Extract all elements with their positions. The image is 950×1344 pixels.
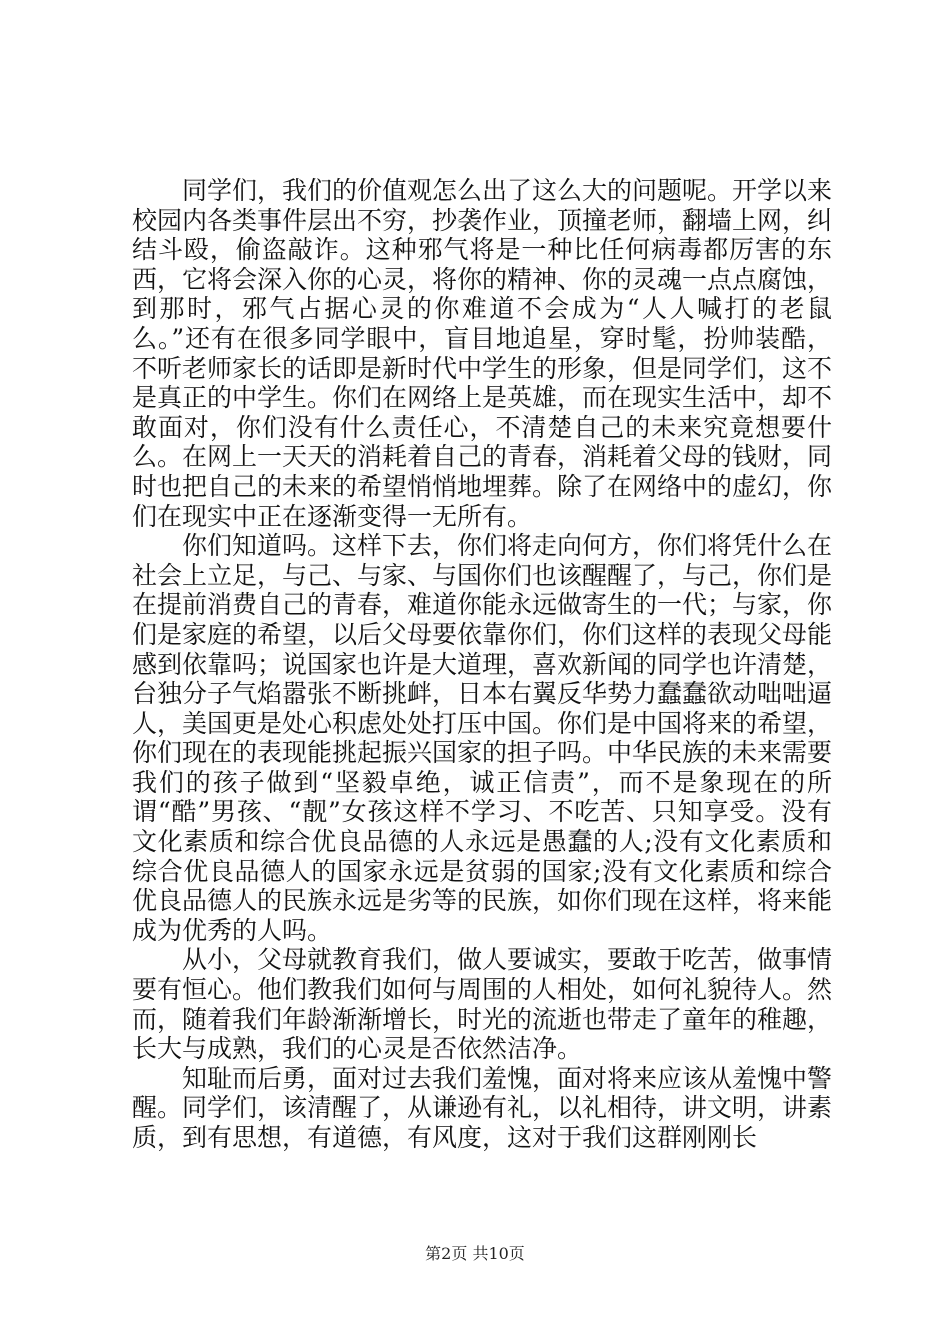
paragraph-1: 同学们，我们的价值观怎么出了这么大的问题呢。开学以来校园内各类事件层出不穷，抄袭作业，顶撞老师，翻墙上网，纠结斗殴，偷盗敲诈。这种邪气将是一种比任何病毒都厉害的东西，它将会深入你的心灵，将你的精神、你的灵魂一点点腐蚀，到那时，邪气占据心灵的你难道不会成为“人人喊打的老鼠么。”还有在很多同学眼中，盲目地追星，穿时髦，扮帅装酷，不听老师家长的话即是新时代中学生的形象，但是同学们，这不是真正的中学生。你们在网络上是英雄，而在现实生活中，却不敢面对，你们没有什么责任心，不清楚自己的未来究竟想要什么。在网上一天天的消耗着自己的青春，消耗着父母的钱财，同时也把自己的未来的希望悄悄地埋葬。除了在网络中的虚幻，你们在现实中正在逐渐变得一无所有。 bbox=[132, 176, 833, 531]
paragraph-3: 从小，父母就教育我们，做人要诚实，要敢于吃苦，做事情要有恒心。他们教我们如何与周围的人相处，如何礼貌待人。然而，随着我们年龄渐渐增长，时光的流逝也带走了童年的稚趣，长大与成熟，我们的心灵是否依然洁净。 bbox=[132, 945, 833, 1064]
document-body bbox=[132, 176, 832, 1153]
page-number-footer: 第2页 共10页 bbox=[425, 1244, 525, 1263]
paragraph-2: 你们知道吗。这样下去，你们将走向何方，你们将凭什么在社会上立足，与己、与家、与国你们也该醒醒了，与己，你们是在提前消费自己的青春，难道你能永远做寄生的一代；与家，你们是家庭的希望，以后父母要依靠你们，你们这样的表现父母能感到依靠吗；说国家也许是大道理，喜欢新闻的同学也许清楚，台独分子气焰嚣张不断挑衅，日本右翼反华势力蠢蠢欲动咄咄逼人，美国更是处心积虑处处打压中国。你们是中国将来的希望，你们现在的表现能挑起振兴国家的担子吗。中华民族的未来需要我们的孩子做到“坚毅卓绝，诚正信责”，而不是象现在的所谓“酷”男孩、“靓”女孩这样不学习、不吃苦、只知享受。没有文化素质和综合优良品德的人永远是愚蠢的人;没有文化素质和综合优良品德人的国家永远是贫弱的国家;没有文化素质和综合优良品德人的民族永远是劣等的民族，如你们现在这样，将来能成为优秀的人吗。 bbox=[132, 531, 833, 945]
paragraph-4: 知耻而后勇，面对过去我们羞愧，面对将来应该从羞愧中警醒。同学们，该清醒了，从谦逊有礼，以礼相待，讲文明，讲素质，到有思想，有道德，有风度，这对于我们这群刚刚长 bbox=[132, 1063, 833, 1152]
